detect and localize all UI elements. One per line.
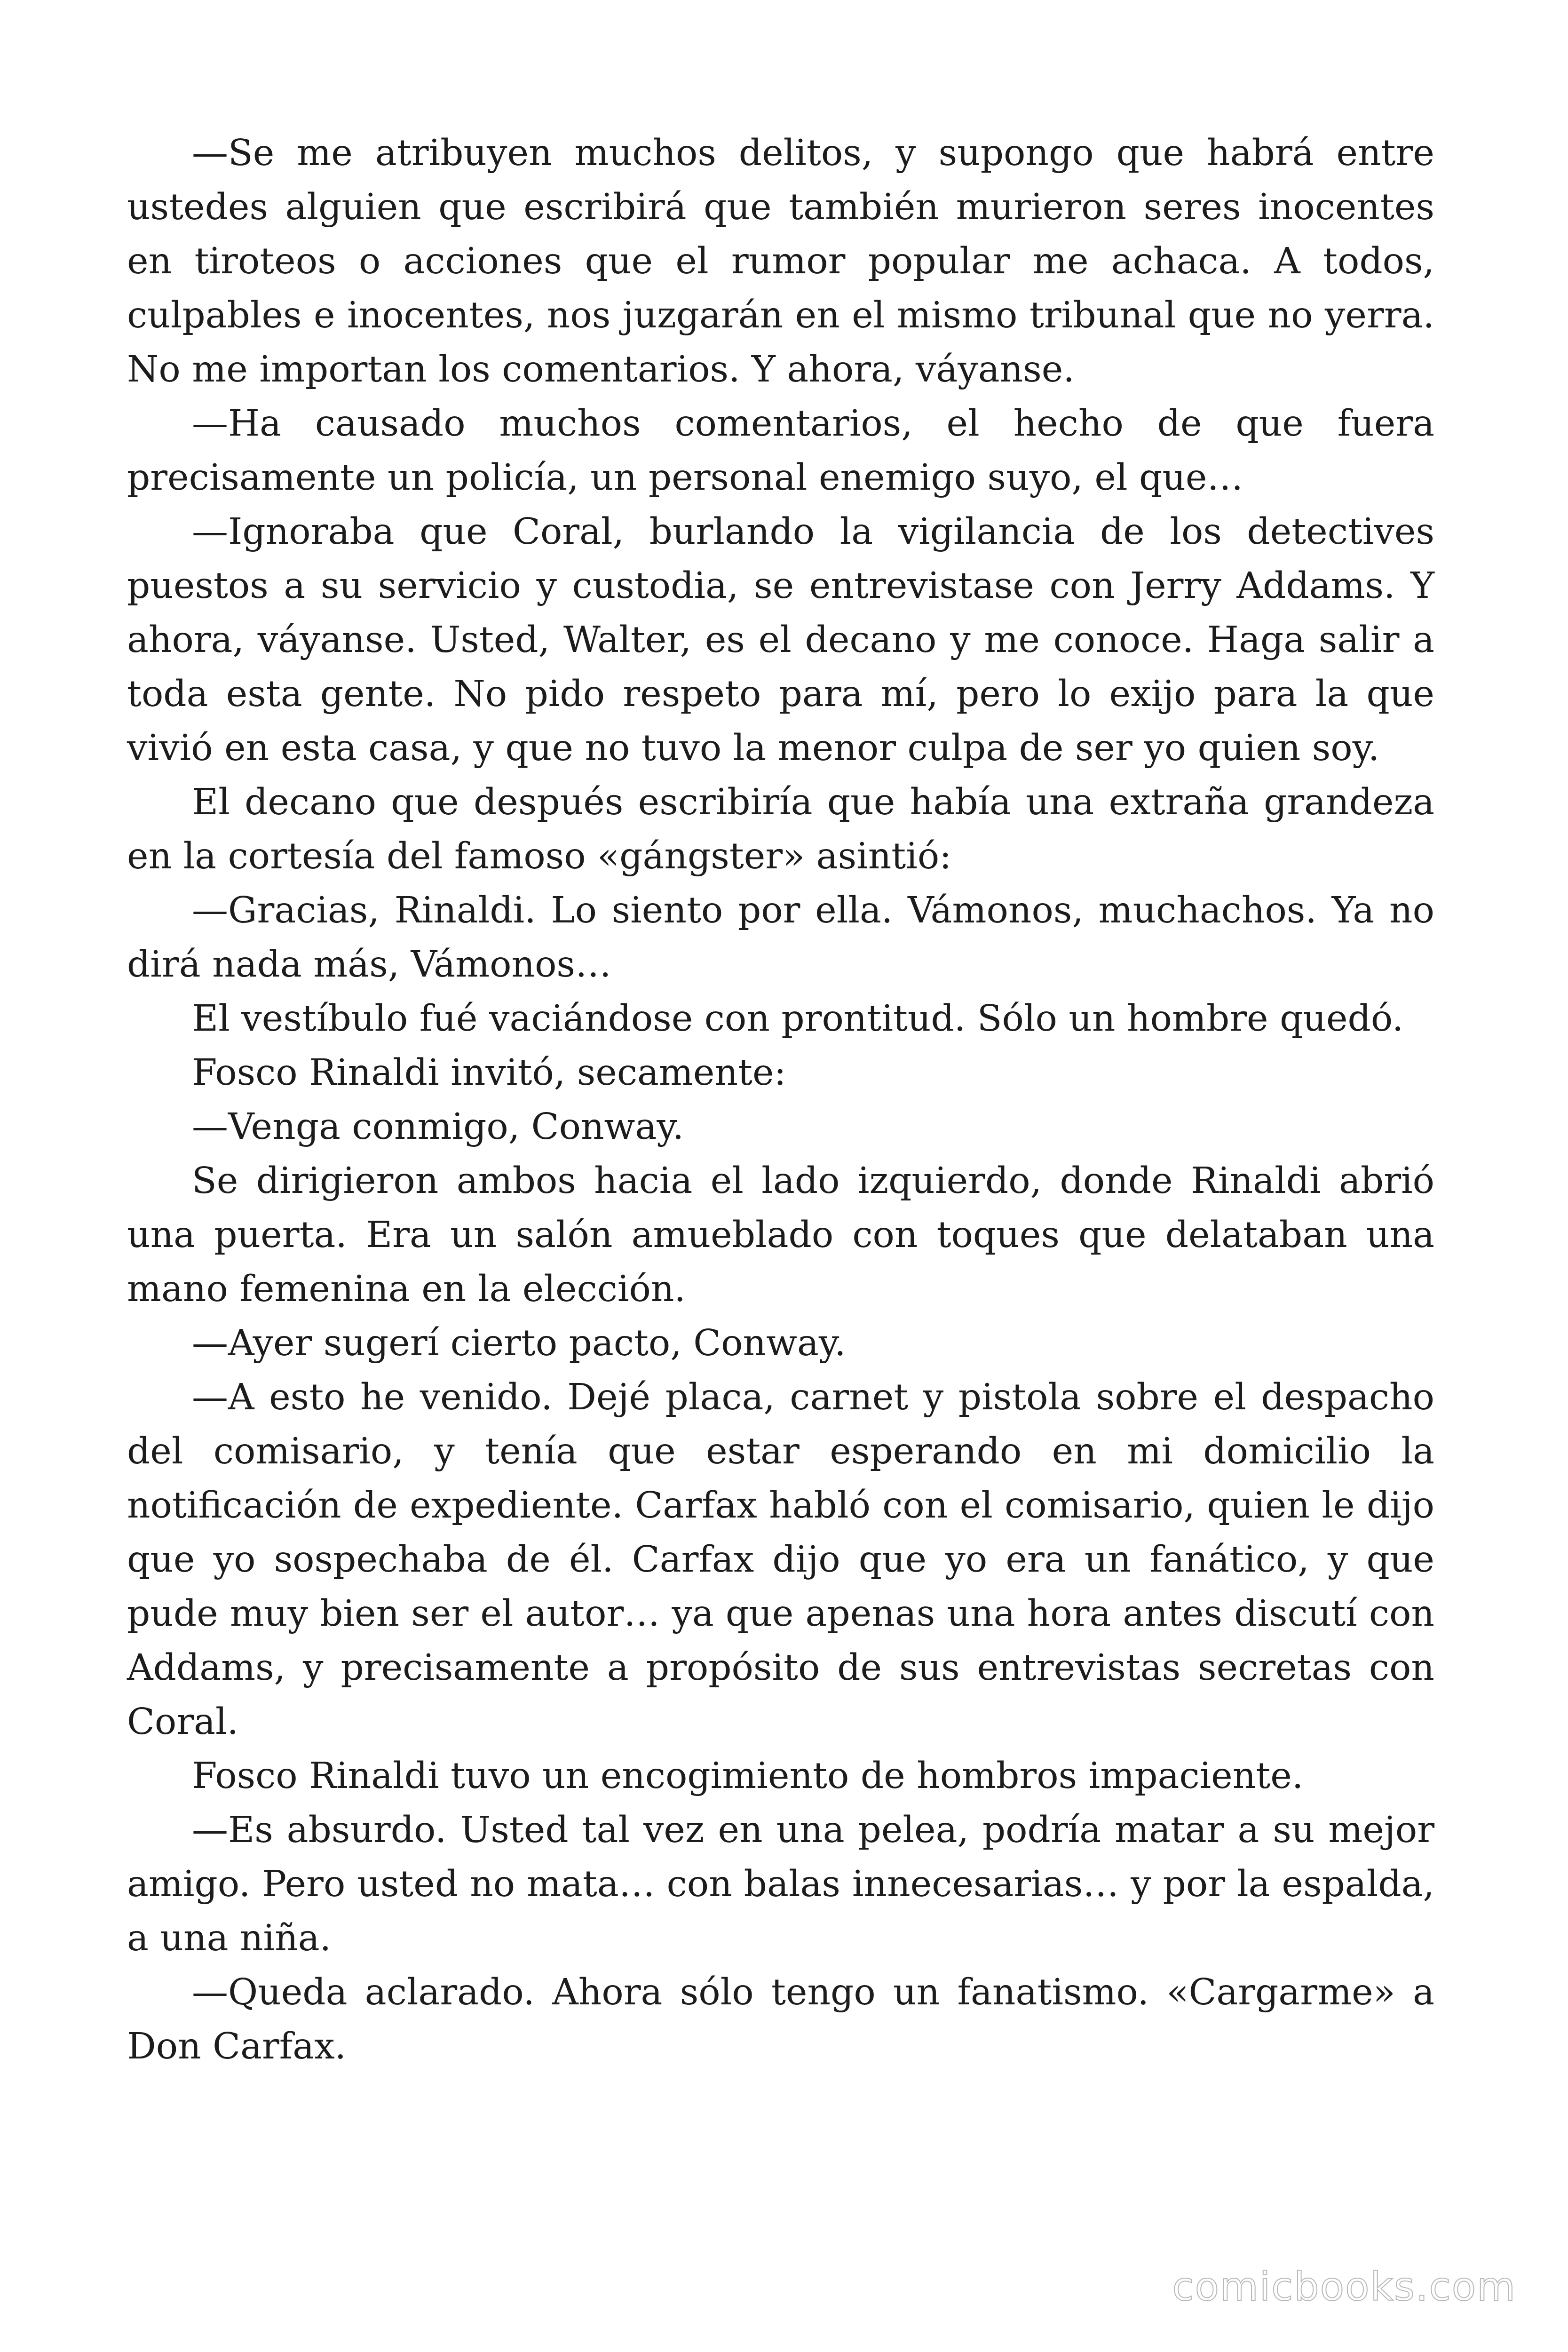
paragraph: Fosco Rinaldi tuvo un encogimiento de hombros impaciente.	[192, 1755, 1304, 1797]
paragraph: El vestíbulo fué vaciándose con prontitud. Sólo un hombre quedó.	[192, 998, 1404, 1040]
paragraph: —Ha causado muchos comentarios, el hecho de que fuera precisamente un policía, un personal enemigo suyo, el que…	[127, 403, 1434, 499]
watermark: comicbooks.com	[1172, 2264, 1516, 2310]
paragraph: —Ayer sugerí cierto pacto, Conway.	[192, 1322, 846, 1364]
paragraph: —A esto he venido. Dejé placa, carnet y pistola sobre el despacho del comisario, y tenía que estar esperando en mi domicilio la notificación de expediente. Carfax habló con el comisario, quien le dijo que yo sospechaba de él. Carfax dijo que yo era un fanático, y que pude muy bien ser el autor… ya que apenas una hora antes discutí con Addams, y precisamente a propósito de sus entrevistas secretas con Coral.	[127, 1376, 1434, 1743]
paragraph: Se dirigieron ambos hacia el lado izquierdo, donde Rinaldi abrió una puerta. Era un salón amueblado con toques que delataban una mano femenina en la elección.	[127, 1160, 1434, 1310]
paragraph: Fosco Rinaldi invitó, secamente:	[192, 1052, 786, 1094]
paragraph: El decano que después escribiría que había una extraña grandeza en la cortesía del famoso «gángster» asintió:	[127, 781, 1434, 877]
paragraph: —Se me atribuyen muchos delitos, y supongo que habrá entre ustedes alguien que escribirá que también murieron seres inocentes en tiroteos o acciones que el rumor popular me achaca. A todos, culpables e inocentes, nos juzgarán en el mismo tribunal que no yerra. No me importan los comentarios. Y ahora, váyanse.	[127, 132, 1434, 390]
paragraph: —Es absurdo. Usted tal vez en una pelea, podría matar a su mejor amigo. Pero usted no mata… con balas innecesarias… y por la espalda, a una niña.	[127, 1809, 1434, 1959]
paragraph: —Queda aclarado. Ahora sólo tengo un fanatismo. «Cargarme» a Don Carfax.	[127, 1971, 1434, 2067]
paragraph: —Gracias, Rinaldi. Lo siento por ella. Vámonos, muchachos. Ya no dirá nada más, Vámonos…	[127, 890, 1434, 985]
page-body	[127, 126, 1434, 2074]
paragraph: —Venga conmigo, Conway.	[192, 1106, 684, 1148]
paragraph: —Ignoraba que Coral, burlando la vigilancia de los detectives puestos a su servicio y custodia, se entrevistase con Jerry Addams. Y ahora, váyanse. Usted, Walter, es el decano y me conoce. Haga salir a toda esta gente. No pido respeto para mí, pero lo exijo para la que vivió en esta casa, y que no tuvo la menor culpa de ser yo quien soy.	[127, 511, 1434, 769]
